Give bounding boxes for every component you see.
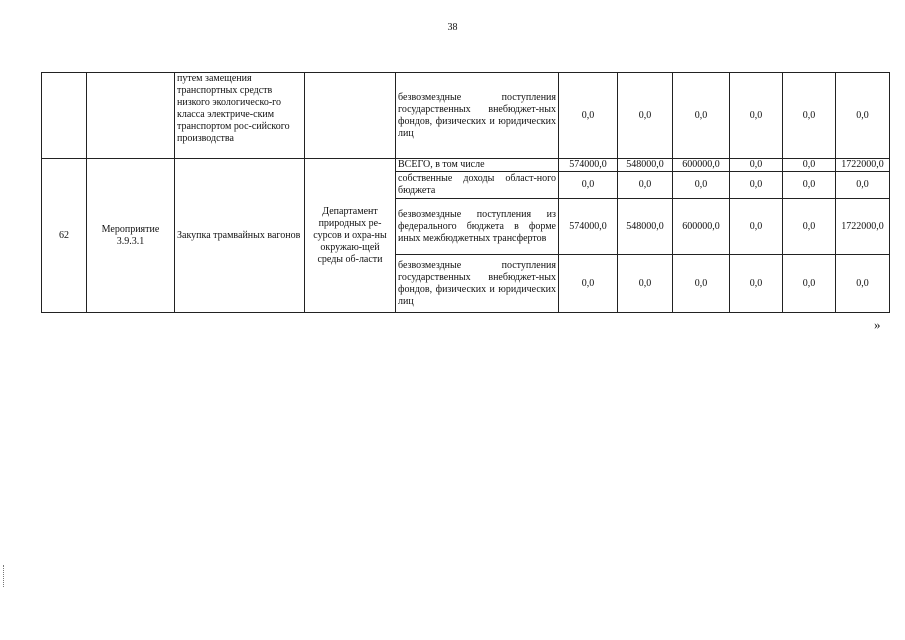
value-cell: 0,0 [559, 73, 618, 159]
value-cell: 0,0 [783, 199, 836, 255]
closing-quote-mark: » [874, 317, 881, 332]
funding-source-cell: безвозмездные поступления государственных внебюджет-ных фондов, физических и юридических лиц [396, 73, 559, 159]
activity-name-cell [87, 73, 175, 159]
value-cell: 574000,0 [559, 199, 618, 255]
value-cell: 0,0 [673, 255, 730, 313]
row-number-cell [42, 73, 87, 159]
value-cell: 0,0 [673, 73, 730, 159]
row-number-cell: 62 [42, 159, 87, 313]
value-cell: 0,0 [730, 255, 783, 313]
funding-source-cell: безвозмездные поступления из федерального бюджета в форме иных межбюджетных трансфертов [396, 199, 559, 255]
value-cell: 600000,0 [673, 199, 730, 255]
value-cell: 0,0 [836, 255, 890, 313]
value-cell: 548000,0 [618, 199, 673, 255]
executor-cell: Департамент природных ре-сурсов и охра-ны окружаю-щей среды об-ласти [305, 159, 396, 313]
value-cell: 0,0 [730, 172, 783, 199]
scan-margin-marks [3, 565, 6, 587]
value-cell: 0,0 [836, 172, 890, 199]
value-cell: 1722000,0 [836, 159, 890, 172]
funding-source-cell: безвозмездные поступления государственных внебюджет-ных фондов, физических и юридических лиц [396, 255, 559, 313]
activity-description-cell: Закупка трамвайных вагонов [175, 159, 305, 313]
value-cell: 1722000,0 [836, 199, 890, 255]
value-cell: 0,0 [618, 172, 673, 199]
value-cell: 600000,0 [673, 159, 730, 172]
value-cell: 0,0 [783, 73, 836, 159]
value-cell: 0,0 [618, 73, 673, 159]
value-cell: 0,0 [783, 255, 836, 313]
budget-table [41, 72, 890, 313]
value-cell: 0,0 [618, 255, 673, 313]
value-cell: 0,0 [559, 255, 618, 313]
value-cell: 0,0 [559, 172, 618, 199]
table-row [42, 159, 890, 172]
table-row [42, 73, 890, 159]
funding-source-cell: собственные доходы област-ного бюджета [396, 172, 559, 199]
value-cell: 0,0 [783, 159, 836, 172]
value-cell: 574000,0 [559, 159, 618, 172]
value-cell: 0,0 [673, 172, 730, 199]
value-cell: 0,0 [783, 172, 836, 199]
funding-source-cell: ВСЕГО, в том числе [396, 159, 559, 172]
value-cell: 0,0 [730, 159, 783, 172]
value-cell: 0,0 [730, 199, 783, 255]
activity-description-cell: путем замещения транспортных средств низкого экологическо-го класса электриче-ским транспортом рос-сийского производства [175, 73, 305, 159]
page-number: 38 [447, 22, 458, 33]
value-cell: 548000,0 [618, 159, 673, 172]
value-cell: 0,0 [836, 73, 890, 159]
activity-name-cell: Мероприятие 3.9.3.1 [87, 159, 175, 313]
executor-cell [305, 73, 396, 159]
value-cell: 0,0 [730, 73, 783, 159]
